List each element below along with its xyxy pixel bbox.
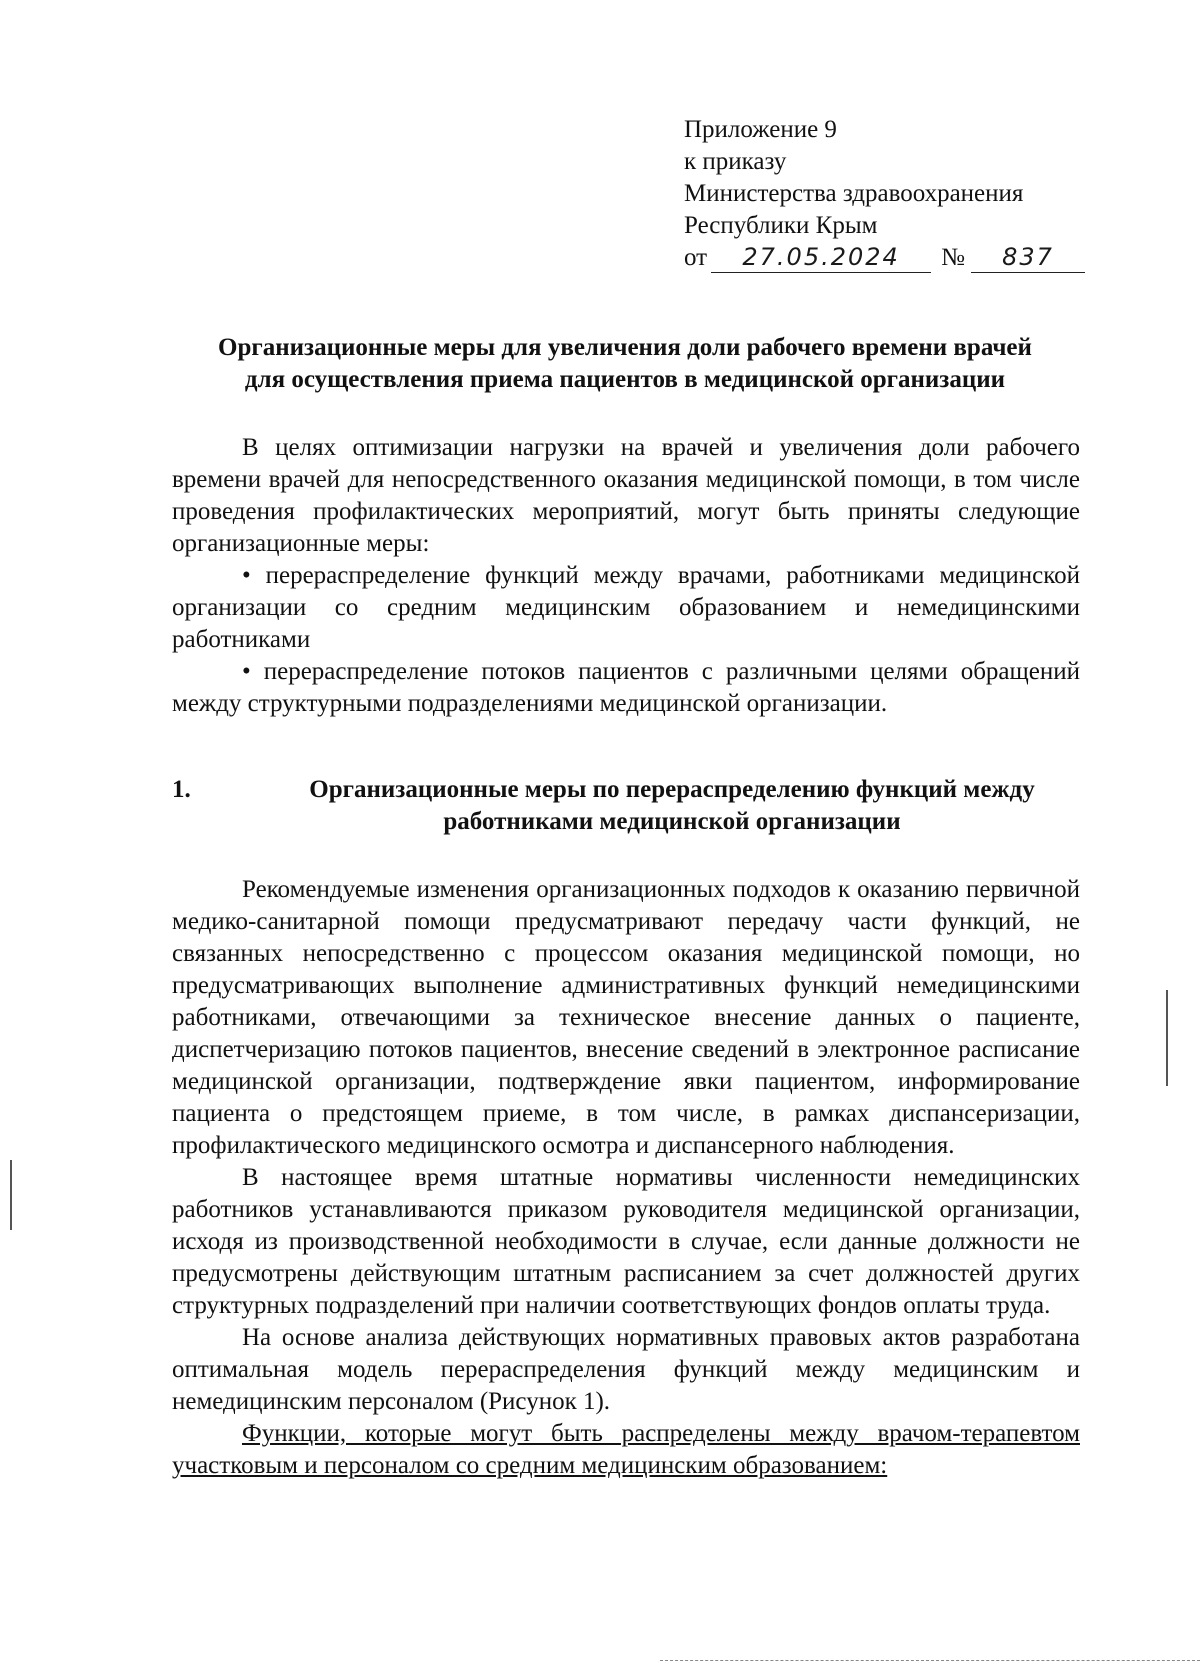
section-1-body <box>172 874 1080 1482</box>
section-number: 1. <box>172 776 191 803</box>
appendix-line-2: к приказу <box>684 148 787 175</box>
section-paragraph-1: Рекомендуемые изменения организационных подходов к оказанию первичной медико-санитарной помощи предусматривают передачу части функций, не связанных непосредственно с процессом оказания медицинской помощи, но предусматривающих выполнение административных функций немедицинскими работниками, отвечающими за техническое внесение данных о пациенте, диспетчеризацию потоков пациентов, внесение сведений в электронное расписание медицинской организации, подтверждение явки пациентом, информирование пациента о предстоящем приеме, в том числе, в рамках диспансеризации, профилактического медицинского осмотра и диспансерного наблюдения. <box>172 876 1080 1159</box>
appendix-line-4: Республики Крым <box>684 212 878 239</box>
document-title <box>170 332 1080 396</box>
order-date-number-line <box>684 242 1085 274</box>
intro-block <box>172 432 1080 720</box>
title-line-1: Организационные меры для увеличения доли рабочего времени врачей <box>218 334 1032 361</box>
appendix-line-1: Приложение 9 <box>684 116 837 143</box>
appendix-note <box>684 114 1085 274</box>
handwritten-number: 837 <box>971 242 1085 273</box>
intro-bullet-1: • перераспределение функций между врачами, работниками медицинской организации со средним медицинским образованием и немедицинскими работниками <box>172 562 1080 653</box>
from-label: от <box>684 244 708 271</box>
section-title: Организационные меры по перераспределению функций между работниками медицинской организации <box>309 776 1035 835</box>
section-paragraph-3: На основе анализа действующих нормативных правовых актов разработана оптимальная модель перераспределения функций между медицинским и немедицинским персоналом (Рисунок 1). <box>172 1324 1080 1415</box>
section-paragraph-2: В настоящее время штатные нормативы численности немедицинских работников устанавливаются приказом руководителя медицинской организации, исходя из производственной необходимости в случае, если данные должности не предусмотрены действующим штатным расписанием за счет должностей других структурных подразделений при наличии соответствующих фондов оплаты труда. <box>172 1164 1080 1319</box>
number-label: № <box>941 244 965 271</box>
appendix-line-3: Министерства здравоохранения <box>684 180 1024 207</box>
scan-artifact-left <box>10 1160 12 1230</box>
section-1-heading <box>172 774 1080 838</box>
section-paragraph-4: Функции, которые могут быть распределены между врачом-терапевтом участковым и персоналом со средним медицинским образованием: <box>172 1420 1080 1479</box>
title-line-2: для осуществления приема пациентов в медицинской организации <box>244 366 1006 393</box>
intro-bullet-2: • перераспределение потоков пациентов с различными целями обращений между структурными подразделениями медицинской организации. <box>172 658 1080 717</box>
handwritten-date: 27.05.2024 <box>711 242 931 273</box>
scan-artifact-right <box>1166 990 1168 1086</box>
intro-paragraph: В целях оптимизации нагрузки на врачей и увеличения доли рабочего времени врачей для непосредственного оказания медицинской помощи, в том числе проведения профилактических мероприятий, могут быть приняты следующие организационные меры: <box>172 434 1080 557</box>
scan-footer-line <box>660 1660 1200 1661</box>
